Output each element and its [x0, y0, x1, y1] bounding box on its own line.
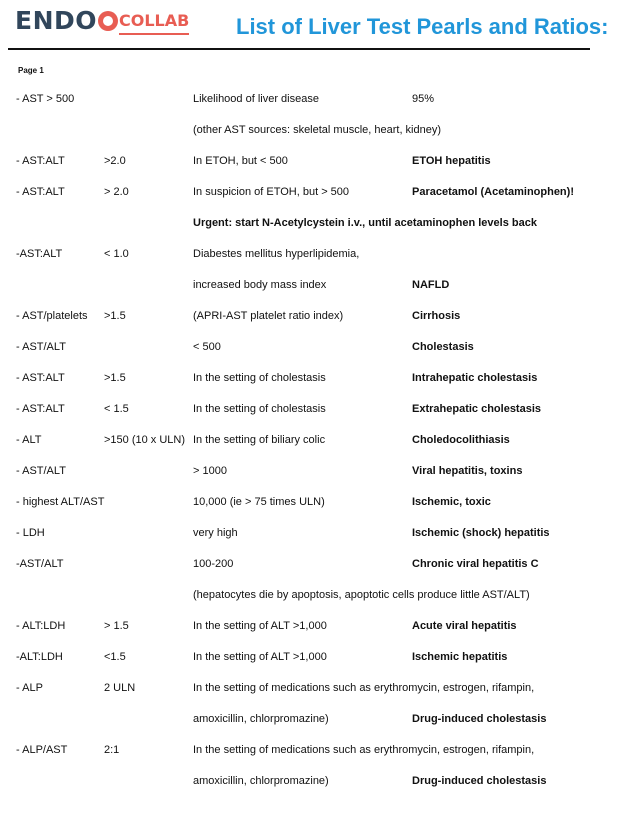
test-name-cell: - AST:ALT	[16, 186, 65, 198]
table-row	[0, 742, 626, 758]
interpretation-cell: Extrahepatic cholestasis	[412, 403, 542, 415]
table-row	[0, 556, 626, 572]
logo-ring-icon	[98, 11, 118, 31]
context-cell: increased body mass index	[193, 279, 327, 291]
ratio-value-cell: >150 (10 x ULN)	[104, 434, 186, 446]
context-cell: amoxicillin, chlorpromazine)	[193, 775, 329, 787]
test-name-cell: - AST/ALT	[16, 341, 66, 353]
test-name-cell: - ALT:LDH	[16, 620, 66, 632]
interpretation-cell: Intrahepatic cholestasis	[412, 372, 538, 384]
interpretation-cell: Acute viral hepatitis	[412, 620, 517, 632]
table-row	[0, 773, 626, 789]
endocollab-logo	[15, 6, 189, 36]
context-cell: Urgent: start N-Acetylcystein i.v., until acetaminophen levels back	[193, 217, 537, 229]
ratio-value-cell: > 2.0	[104, 186, 129, 198]
interpretation-cell: ETOH hepatitis	[412, 155, 491, 167]
ratio-value-cell: >1.5	[104, 372, 126, 384]
logo-text-sub: COLLAB	[119, 10, 189, 35]
table-row	[0, 649, 626, 665]
context-cell: In the setting of ALT >1,000	[193, 620, 327, 632]
context-cell: (hepatocytes die by apoptosis, apoptotic cells produce little AST/ALT)	[193, 589, 530, 601]
test-name-cell: - ALT	[16, 434, 42, 446]
test-name-cell: - AST:ALT	[16, 155, 65, 167]
test-name-cell: - AST > 500	[16, 93, 75, 105]
table-row	[0, 91, 626, 107]
context-cell: In the setting of cholestasis	[193, 403, 326, 415]
context-cell: In ETOH, but < 500	[193, 155, 288, 167]
table-row	[0, 463, 626, 479]
interpretation-cell: Drug-induced cholestasis	[412, 775, 547, 787]
context-cell: very high	[193, 527, 238, 539]
test-name-cell: - AST/ALT	[16, 465, 66, 477]
interpretation-cell: Chronic viral hepatitis C	[412, 558, 539, 570]
ratio-value-cell: > 1.5	[104, 620, 129, 632]
interpretation-cell: Viral hepatitis, toxins	[412, 465, 523, 477]
interpretation-cell: Choledocolithiasis	[412, 434, 510, 446]
interpretation-cell: 95%	[412, 93, 435, 105]
interpretation-cell: Drug-induced cholestasis	[412, 713, 547, 725]
table-row	[0, 525, 626, 541]
test-name-cell: - AST/platelets	[16, 310, 88, 322]
context-cell: 10,000 (ie > 75 times ULN)	[193, 496, 325, 508]
interpretation-cell: Cirrhosis	[412, 310, 461, 322]
interpretation-cell: Cholestasis	[412, 341, 474, 353]
ratio-value-cell: 2:1	[104, 744, 120, 756]
table-row	[0, 711, 626, 727]
ratio-value-cell: >1.5	[104, 310, 126, 322]
test-name-cell: - AST:ALT	[16, 403, 65, 415]
test-name-cell: - highest ALT/AST	[16, 496, 105, 508]
table-row	[0, 122, 626, 138]
context-cell: In the setting of cholestasis	[193, 372, 326, 384]
interpretation-cell: Paracetamol (Acetaminophen)!	[412, 186, 574, 198]
interpretation-cell: NAFLD	[412, 279, 450, 291]
context-cell: 100-200	[193, 558, 234, 570]
ratio-value-cell: <1.5	[104, 651, 126, 663]
interpretation-cell: Ischemic, toxic	[412, 496, 491, 508]
table-row	[0, 618, 626, 634]
table-row	[0, 494, 626, 510]
table-row	[0, 370, 626, 386]
context-cell: In the setting of medications such as erythromycin, estrogen, rifampin,	[193, 682, 535, 694]
table-row	[0, 277, 626, 293]
table-row	[0, 339, 626, 355]
ratio-value-cell: < 1.0	[104, 248, 129, 260]
context-cell: amoxicillin, chlorpromazine)	[193, 713, 329, 725]
table-row	[0, 587, 626, 603]
context-cell: In the setting of medications such as erythromycin, estrogen, rifampin,	[193, 744, 535, 756]
page-title: List of Liver Test Pearls and Ratios:	[236, 14, 609, 39]
table-row	[0, 432, 626, 448]
test-name-cell: - ALP/AST	[16, 744, 68, 756]
ratio-value-cell: >2.0	[104, 155, 126, 167]
test-name-cell: - ALP	[16, 682, 43, 694]
context-cell: In the setting of ALT >1,000	[193, 651, 327, 663]
table-row	[0, 153, 626, 169]
interpretation-cell: Ischemic (shock) hepatitis	[412, 527, 550, 539]
table-row	[0, 215, 626, 231]
test-name-cell: - LDH	[16, 527, 45, 539]
test-name-cell: -AST:ALT	[16, 248, 63, 260]
test-name-cell: -ALT:LDH	[16, 651, 63, 663]
context-cell: Diabestes mellitus hyperlipidemia,	[193, 248, 360, 260]
interpretation-cell: Ischemic hepatitis	[412, 651, 508, 663]
table-row	[0, 246, 626, 262]
table-row	[0, 680, 626, 696]
context-cell: In suspicion of ETOH, but > 500	[193, 186, 350, 198]
test-name-cell: - AST:ALT	[16, 372, 65, 384]
page-number-label: Page 1	[18, 66, 44, 75]
table-row	[0, 184, 626, 200]
test-name-cell: -AST/ALT	[16, 558, 64, 570]
header-divider	[8, 48, 590, 50]
page-header	[8, 0, 608, 48]
context-cell: (APRI-AST platelet ratio index)	[193, 310, 344, 322]
context-cell: > 1000	[193, 465, 227, 477]
ratio-value-cell: < 1.5	[104, 403, 129, 415]
logo-text-main: ENDO	[15, 6, 98, 35]
context-cell: < 500	[193, 341, 221, 353]
context-cell: In the setting of biliary colic	[193, 434, 326, 446]
table-row	[0, 308, 626, 324]
context-cell: (other AST sources: skeletal muscle, heart, kidney)	[193, 124, 442, 136]
context-cell: Likelihood of liver disease	[193, 93, 319, 105]
table-row	[0, 401, 626, 417]
ratio-value-cell: 2 ULN	[104, 682, 136, 694]
